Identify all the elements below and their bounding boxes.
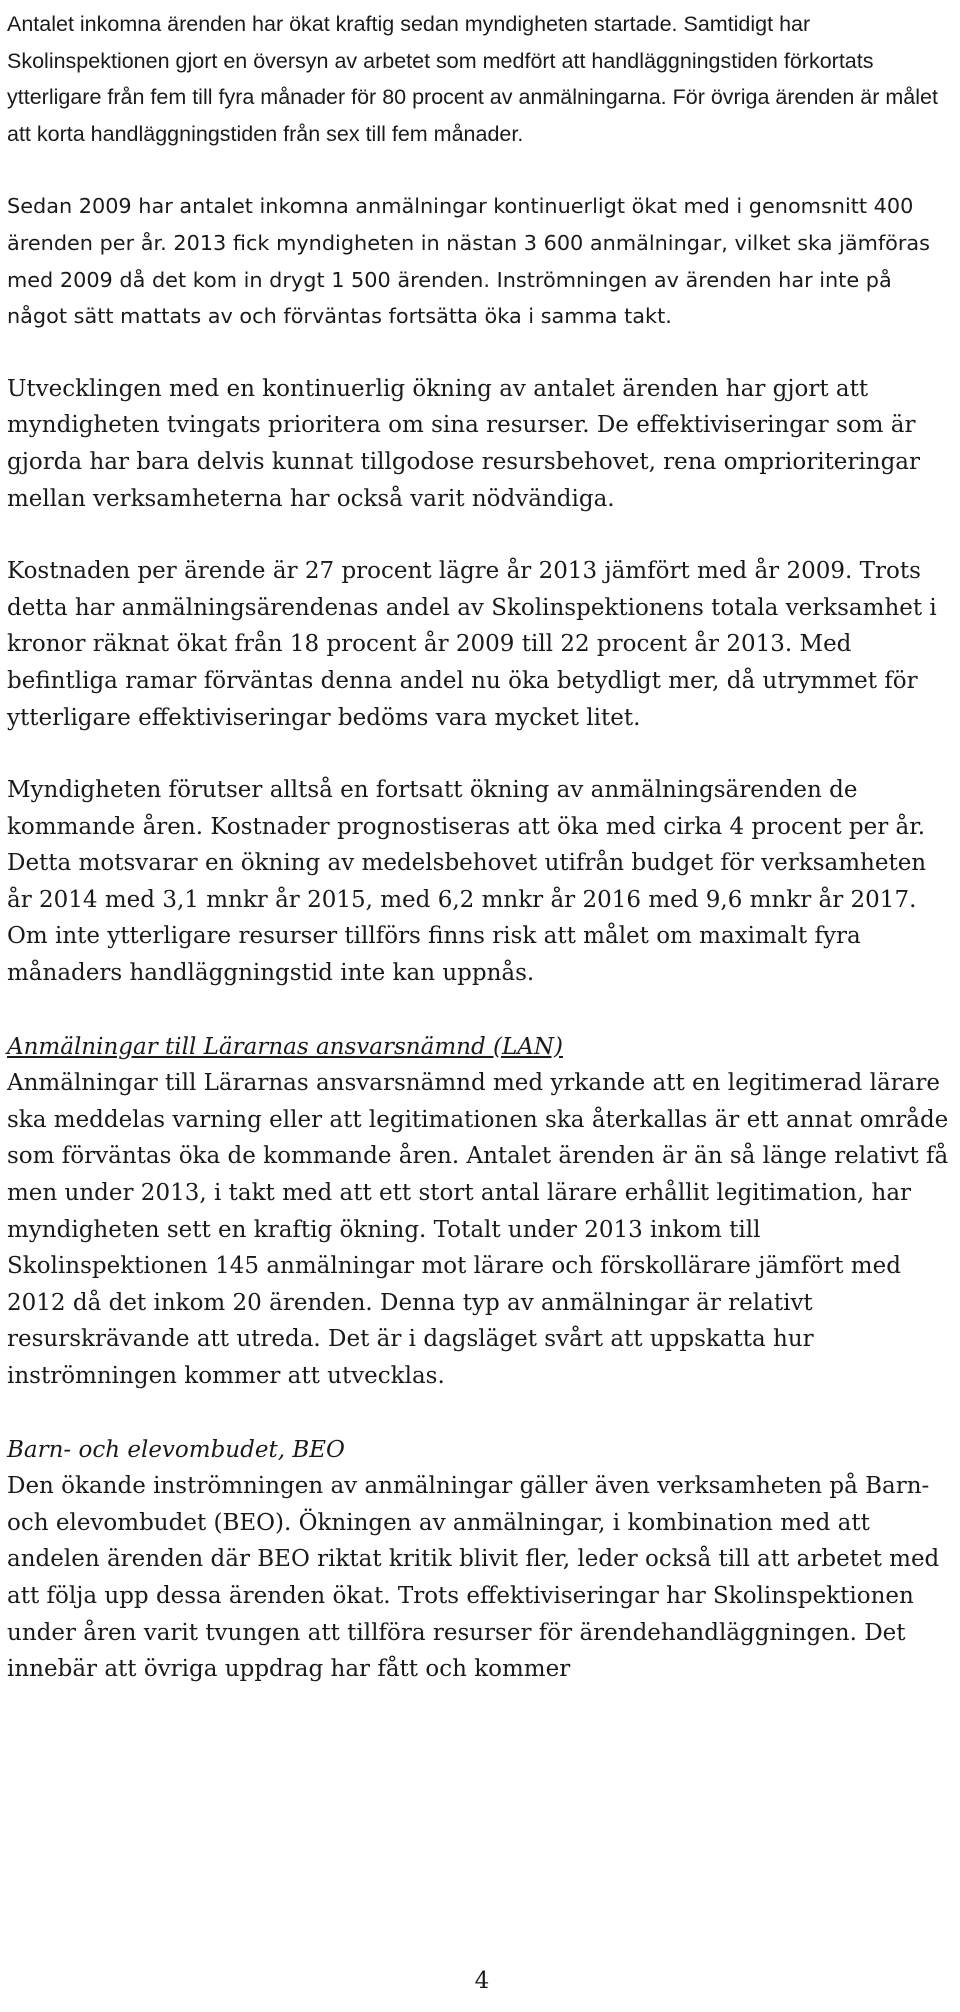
page-content (7, 6, 953, 1688)
section-heading-lan: Anmälningar till Lärarnas ansvarsnämnd (LAN) (7, 1033, 563, 1060)
paragraph-forecast: Myndigheten förutser alltså en fortsatt ökning av anmälningsärenden de kommande åren. Kostnader prognostiseras att öka med cirka 4 procent per år. Detta motsvarar en ökning av medelsbehovet utifrån budget för verksamheten år 2014 med 3,1 mnkr år 2015, med 6,2 mnkr år 2016 med 9,6 mnkr år 2017. Om inte ytterligare resurser tillförs finns risk att målet om maximalt fyra månaders handläggningstid inte kan uppnås. (7, 777, 927, 987)
paragraph-resource-prioritization: Utvecklingen med en kontinuerlig ökning av antalet ärenden har gjort att myndigheten tvingats prioritera om sina resurser. De effektiviseringar som är gjorda har bara delvis kunnat tillgodose resursbehovet, rena omprioriteringar mellan verksamheterna har också varit nödvändiga. (7, 375, 921, 512)
section-body-lan: Anmälningar till Lärarnas ansvarsnämnd med yrkande att en legitimerad lärare ska meddelas varning eller att legitimationen ska återkallas är ett annat område som förväntas öka de kommande åren. Antalet ärenden är än så länge relativt få men under 2013, i takt med att ett stort antal lärare erhållit legitimation, har myndigheten sett en kraftig ökning. Totalt under 2013 inkom till Skolinspektionen 145 anmälningar mot lärare och förskollärare jämfört med 2012 då det inkom 20 ärenden. Denna typ av anmälningar är relativt resurskrävande att utreda. Det är i dagsläget svårt att uppskatta hur inströmningen kommer att utvecklas. (7, 1070, 949, 1389)
paragraph-case-increase: Antalet inkomna ärenden har ökat kraftig sedan myndigheten startade. Samtidigt har Skolinspektionen gjort en översyn av arbetet som medfört att handläggningstiden förkortats ytterligare från fem till fyra månader för 80 procent av anmälningarna. För övriga ärenden är målet att korta handläggningstiden från sex till fem månader. (7, 12, 938, 146)
paragraph-cost-per-case: Kostnaden per ärende är 27 procent lägre år 2013 jämfört med år 2009. Trots detta har anmälningsärendenas andel av Skolinspektionens totala verksamhet i kronor räknat ökat från 18 procent år 2009 till 22 procent år 2013. Med befintliga ramar förväntas denna andel nu öka betydligt mer, då utrymmet för ytterligare effektiviseringar bedöms vara mycket litet. (7, 558, 937, 731)
section-body-beo: Den ökande inströmningen av anmälningar gäller även verksamheten på Barn- och elevombudet (BEO). Ökningen av anmälningar, i kombination med att andelen ärenden där BEO riktat kritik blivit fler, leder också till att arbetet med att följa upp dessa ärenden ökat. Trots effektiviseringar har Skolinspektionen under åren varit tvungen att tillföra resurser för ärendehandläggningen. Det innebär att övriga uppdrag har fått och kommer (7, 1473, 940, 1683)
section-heading-beo: Barn- och elevombudet, BEO (7, 1436, 345, 1463)
page-number: 4 (474, 1968, 490, 1994)
paragraph-reports-since-2009: Sedan 2009 har antalet inkomna anmälningar kontinuerligt ökat med i genomsnitt 400 ärenden per år. 2013 fick myndigheten in nästan 3 600 anmälningar, vilket ska jämföras med 2009 då det kom in drygt 1 500 ärenden. Inströmningen av ärenden har inte på något sätt mattats av och förväntas fortsätta öka i samma takt. (7, 194, 931, 329)
